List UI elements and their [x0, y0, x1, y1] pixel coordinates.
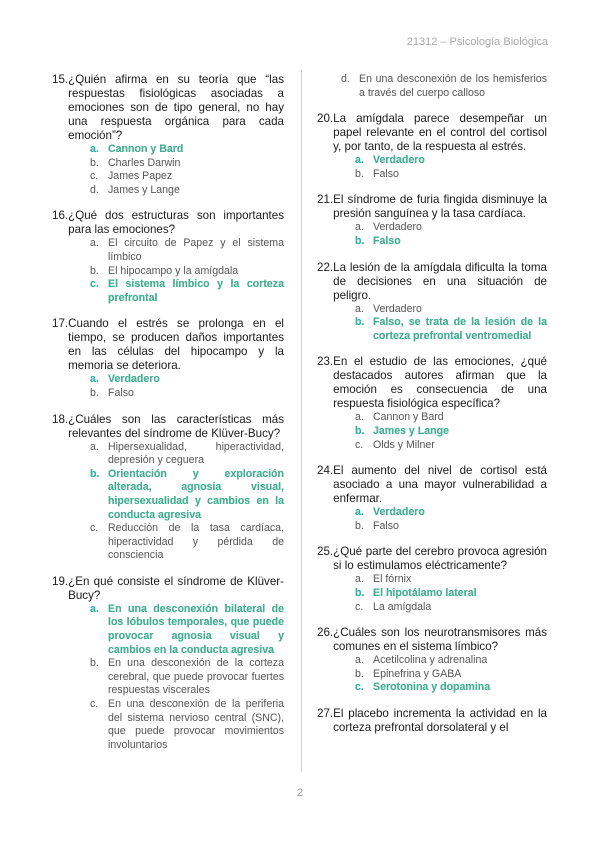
question-text: El placebo incrementa la actividad en la corteza prefrontal dorsolateral y el [333, 706, 547, 734]
answer-option [90, 657, 284, 698]
option-letter: c. [355, 600, 364, 613]
question-number: 15. [52, 73, 69, 86]
question-stem [52, 575, 284, 603]
option-letter: b. [355, 586, 365, 599]
answer-option [90, 237, 284, 264]
option-letter: b. [355, 519, 364, 532]
answer-option [90, 265, 284, 279]
answer-option [355, 601, 547, 615]
option-text: James Papez [108, 170, 173, 183]
question-stem [317, 545, 547, 573]
question-text: ¿Quién afirma en su teoría que “las respuestas fisiológicas asociadas a emociones son de tipo general, no hay una respuesta orgánica para cada emoción”? [68, 73, 284, 142]
question-text: La amígdala parece desempeñar un papel relevante en el control del cortisol y, por tanto, de la respuesta al estrés. [333, 112, 547, 154]
answer-option-correct [90, 143, 284, 157]
option-text: Epinefrina y GABA [373, 667, 462, 680]
option-text: Olds y Milner [373, 438, 435, 451]
option-text: En una desconexión bilateral de los lóbulos temporales, que puede provocar agnosia visual y cambios en la conducta agresiva [108, 602, 284, 656]
option-text: Verdadero [108, 373, 160, 386]
question-stem [317, 261, 547, 303]
question-item [52, 575, 284, 753]
option-text: Acetilcolina y adrenalina [373, 654, 488, 667]
answer-option [355, 668, 547, 682]
option-letter: c. [90, 278, 99, 291]
question-number: 21. [317, 193, 334, 207]
question-item [52, 73, 284, 197]
question-text: Cuando el estrés se prolonga en el tiempo, se producen daños importantes en las células del hipocampo y la memoria se deteriora. [68, 317, 284, 373]
answer-option [355, 654, 547, 668]
answer-option-correct [90, 373, 284, 387]
option-letter: a. [355, 411, 364, 424]
question-stem [52, 317, 284, 373]
question-stem [317, 464, 547, 506]
option-text: Cannon y Bard [373, 411, 444, 424]
option-text: En una desconexión de los hemisferios a través del cuerpo calloso [359, 73, 547, 99]
question-stem [317, 707, 547, 735]
option-letter: a. [90, 373, 99, 386]
left-column [52, 73, 284, 764]
option-letter: a. [355, 221, 364, 234]
answer-option [90, 170, 284, 184]
question-number: 26. [317, 626, 334, 640]
option-text: Hipersexualidad, hiperactividad, depresión y ceguera [108, 440, 284, 467]
right-column [317, 73, 547, 747]
option-text: En una desconexión de la periferia del sistema nervioso central (SNC), que puede provocar movimientos involuntarios [108, 698, 284, 751]
question-item [52, 413, 284, 563]
answer-option-correct [355, 235, 547, 249]
option-letter: b. [90, 264, 99, 277]
option-letter: d. [341, 73, 350, 85]
option-letter: a. [355, 506, 364, 519]
answer-option-correct [355, 154, 547, 168]
option-text: Reducción de la tasa cardíaca, hiperactividad y pérdida de consciencia [108, 522, 284, 562]
answer-option-correct [90, 468, 284, 522]
question-number: 18. [52, 412, 69, 426]
option-text: Falso [373, 167, 399, 180]
option-letter: a. [90, 440, 99, 453]
question-19-continuation [317, 73, 547, 100]
answer-option [355, 439, 547, 453]
answer-option [355, 573, 547, 587]
option-letter: b. [90, 657, 99, 670]
option-letter: c. [90, 698, 99, 711]
option-letter: a. [355, 573, 364, 586]
answer-option [355, 520, 547, 534]
answer-option-correct [355, 681, 547, 695]
page-number: 2 [296, 787, 304, 799]
question-text: ¿Cuáles son las características más relevantes del síndrome de Klüver-Bucy? [68, 412, 284, 440]
question-item [317, 707, 547, 735]
question-number: 22. [317, 260, 334, 274]
option-letter: b. [355, 667, 364, 680]
option-text: Cannon y Bard [108, 143, 184, 155]
question-number: 25. [317, 545, 334, 559]
option-text: Verdadero [373, 506, 425, 519]
option-letter: d. [90, 183, 99, 196]
question-item [52, 209, 284, 305]
column-divider [301, 70, 302, 772]
question-number: 23. [317, 355, 334, 369]
question-stem [317, 112, 547, 154]
question-item [317, 464, 547, 533]
question-text: El síndrome de furia fingida disminuye la presión sanguínea y la tasa cardíaca. [333, 193, 547, 221]
option-text: Verdadero [373, 221, 422, 234]
question-text: ¿Cuáles son los neurotransmisores más comunes en el sistema límbico? [333, 626, 547, 654]
option-text: El circuito de Papez y el sistema límbico [108, 237, 284, 263]
answer-option [355, 221, 547, 235]
option-letter: a. [355, 654, 364, 667]
option-letter: b. [90, 386, 99, 399]
option-text: Falso, se trata de la lesión de la corteza prefrontal ventromedial [373, 316, 547, 342]
option-letter: b. [355, 424, 365, 437]
question-item [317, 261, 547, 344]
option-letter: c. [90, 170, 99, 183]
question-stem [317, 193, 547, 221]
question-number: 27. [317, 706, 334, 720]
option-letter: b. [355, 167, 364, 180]
answer-option [90, 157, 284, 171]
option-letter: a. [90, 143, 99, 155]
option-text: El hipotálamo lateral [373, 586, 477, 599]
question-item [52, 317, 284, 400]
option-text: El hipocampo y la amígdala [108, 264, 239, 277]
question-number: 20. [317, 112, 334, 126]
option-text: La amígdala [373, 600, 432, 613]
question-item [317, 626, 547, 695]
question-stem [52, 413, 284, 441]
answer-option [90, 184, 284, 198]
answer-option [355, 411, 547, 425]
question-text: El aumento del nivel de cortisol está asociado a una mayor vulnerabilidad a enfermar. [333, 464, 547, 506]
option-text: James y Lange [108, 183, 180, 196]
option-letter: a. [90, 237, 99, 250]
option-letter: c. [355, 438, 364, 451]
question-number: 16. [52, 209, 69, 223]
answer-option-correct [90, 278, 284, 305]
answer-option [341, 73, 547, 100]
answer-option-correct [355, 506, 547, 520]
question-text: La lesión de la amígdala dificulta la toma de decisiones en una situación de peligro. [333, 260, 547, 302]
option-letter: a. [90, 602, 99, 615]
question-number: 24. [317, 464, 334, 478]
question-text: ¿En qué consiste el síndrome de Klüver-Bucy? [68, 574, 284, 602]
option-text: El sistema límbico y la corteza prefrontal [108, 278, 284, 304]
question-stem [52, 73, 284, 143]
question-stem [317, 355, 547, 411]
option-letter: b. [355, 316, 365, 329]
option-letter: a. [355, 302, 364, 315]
question-text: ¿Qué parte del cerebro provoca agresión si lo estimulamos eléctricamente? [333, 545, 547, 573]
option-letter: b. [90, 156, 99, 169]
answer-option-correct [355, 425, 547, 439]
option-letter: a. [355, 154, 364, 167]
answer-option [355, 168, 547, 182]
option-letter: c. [355, 681, 364, 694]
answer-option [90, 522, 284, 563]
option-letter: c. [90, 522, 99, 535]
option-text: Falso [373, 234, 401, 247]
answer-option [355, 303, 547, 317]
question-item [317, 112, 547, 181]
question-item [317, 545, 547, 614]
document-header: 21312 – Psicología Biológica [406, 36, 548, 48]
question-item [317, 193, 547, 248]
question-number: 17. [52, 317, 69, 331]
answer-option-correct [355, 587, 547, 601]
option-text: Orientación y exploración alterada, agnosia visual, hipersexualidad y cambios en la conducta agresiva [108, 467, 284, 521]
answer-option-correct [90, 603, 284, 657]
question-number: 19. [52, 574, 69, 588]
answer-option [90, 441, 284, 468]
question-stem [52, 209, 284, 237]
option-text: Verdadero [373, 302, 422, 315]
option-text: James y Lange [373, 424, 449, 437]
question-stem [317, 626, 547, 654]
option-letter: b. [90, 467, 100, 480]
option-text: El fórnix [373, 573, 412, 586]
question-text: ¿Qué dos estructuras son importantes para las emociones? [68, 209, 284, 237]
option-text: Falso [108, 386, 134, 399]
answer-option-correct [355, 316, 547, 343]
option-text: En una desconexión de la corteza cerebral, que puede provocar fuertes respuestas viscerales [108, 657, 284, 697]
option-text: Charles Darwin [108, 156, 181, 169]
answer-option [90, 698, 284, 752]
question-item [317, 355, 547, 452]
option-text: Falso [373, 519, 399, 532]
answer-option [90, 387, 284, 401]
question-text: En el estudio de las emociones, ¿qué destacados autores afirman que la emoción es consecuencia de una respuesta fisiológica específica? [333, 355, 547, 411]
option-letter: b. [355, 234, 365, 247]
option-text: Serotonina y dopamina [373, 681, 491, 694]
option-text: Verdadero [373, 154, 425, 167]
